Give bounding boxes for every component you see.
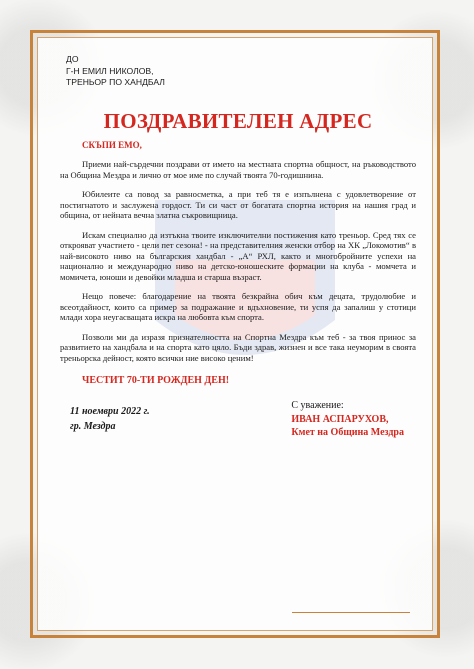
address-line: Г-Н ЕМИЛ НИКОЛОВ,	[66, 65, 154, 76]
signer-name: ИВАН АСПАРУХОВ,	[291, 413, 389, 425]
address-line: ТРЕНЬОР ПО ХАНДБАЛ	[66, 77, 165, 88]
signer-role: Кмет на Община Мездра	[291, 427, 404, 439]
letter-footer	[70, 399, 416, 440]
body-paragraph: Нещо повече: благодарение на твоята безкрайна обич към децата, трудолюбие и всеотдайност, които са пример за подражание и вдъхновение, ти успя да запалиш у стотици млади хора неугасващата искра на любовта към спорта.	[60, 291, 416, 323]
letter-content	[60, 54, 416, 440]
closing-wish: ЧЕСТИТ 70-ТИ РОЖДЕН ДЕН!	[82, 375, 230, 387]
body-paragraph: Позволи ми да изразя признателността на Спортна Мездра към теб - за твоя принос за развитието на хандбала и на спорта като цяло. Бъди здрав, жизнен и все така неуморим в своята треньорска дейност, която всички ние високо ценим!	[60, 331, 416, 363]
body-paragraph: Искам специално да изтъкна твоите изключителни постижения като треньор. Сред тях се открояват участието - цели пет сезона! - на представителния женски отбор на ХК „Локомотив“ в най-високото ниво на българския хандбал - „А“ РХЛ, както и многобройните успехи на национално и международно ниво на детско-юношеските формации на клуба - момчета и момичета, юноши и девойки младша и старша възраст.	[60, 229, 416, 282]
signature-block	[291, 399, 404, 440]
date: 11 ноември 2022 г.	[70, 406, 150, 418]
address-line: ДО	[66, 54, 79, 64]
body-paragraph: Юбилеите са повод за равносметка, а при теб тя е изпълнена с удовлетворение от постигнатото и заслужена гордост. Ти си част от богатата спортна история на нашия град и община, от нейната вечна златна съкровищница.	[60, 189, 416, 221]
body-paragraph: Приеми най-сърдечни поздрави от името на местната спортна общност, на ръководството на Община Мездра и лично от мое име по случай твоята 70-годишнина.	[60, 159, 416, 180]
signature-line	[292, 612, 410, 613]
place: гр. Мездра	[70, 420, 116, 432]
salutation: С уважение:	[291, 400, 344, 412]
date-place	[70, 405, 150, 440]
recipient-address	[66, 54, 416, 89]
greeting: СКЪПИ ЕМО,	[82, 140, 142, 151]
document-title: ПОЗДРАВИТЕЛЕН АДРЕС	[103, 108, 373, 133]
